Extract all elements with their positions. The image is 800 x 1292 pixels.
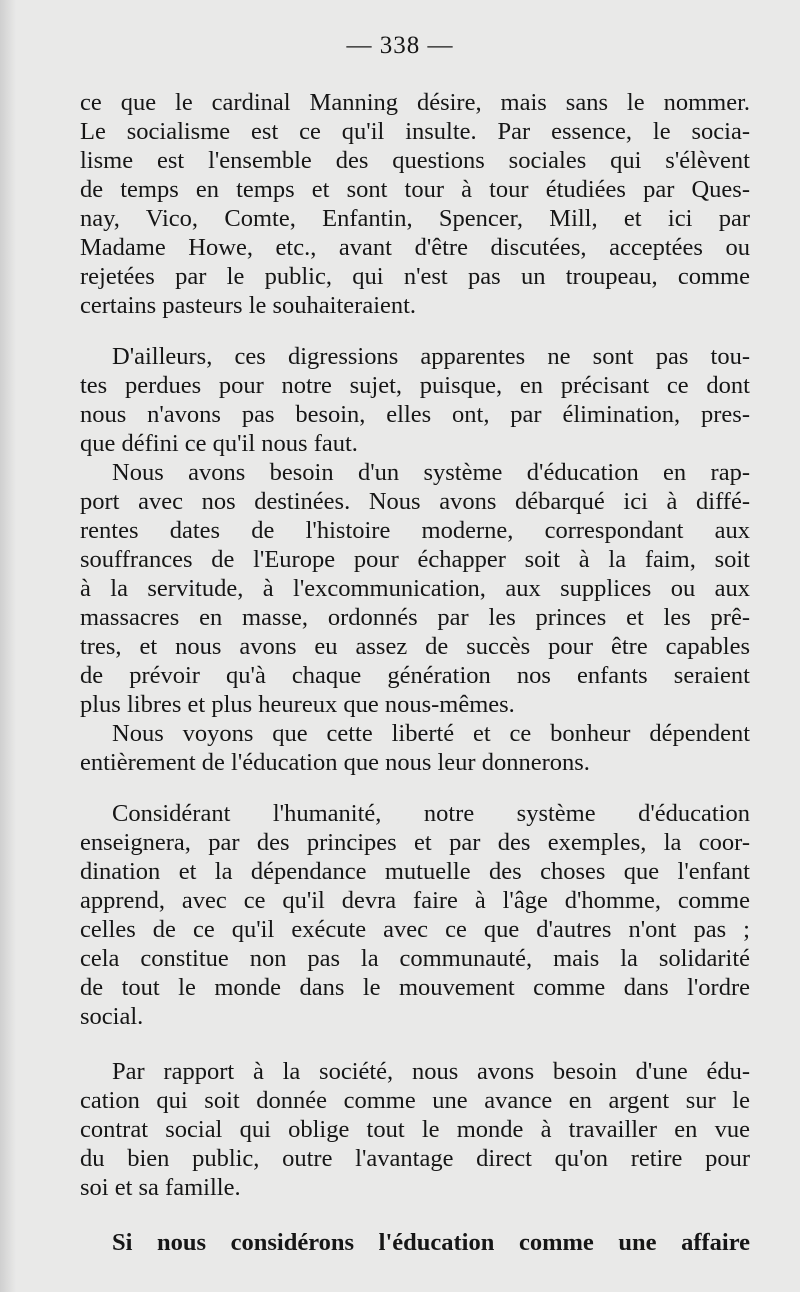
text-line: social. bbox=[80, 1003, 144, 1030]
text-line: entièrement de l'éducation que nous leur donnerons. bbox=[80, 749, 590, 776]
text-line: tres, et nous avons eu assez de succès pour être capables bbox=[80, 633, 750, 660]
text-line: D'ailleurs, ces digressions apparentes ne sont pas tou- bbox=[112, 343, 750, 370]
paragraph bbox=[80, 719, 750, 777]
paragraph bbox=[80, 342, 750, 458]
paragraph bbox=[80, 1057, 750, 1202]
text-line: rejetées par le public, qui n'est pas un troupeau, comme bbox=[80, 263, 750, 290]
page-gutter-shadow bbox=[0, 0, 16, 1292]
page-number: — 338 — bbox=[346, 32, 454, 59]
text-line: que défini ce qu'il nous faut. bbox=[80, 430, 358, 457]
text-line: celles de ce qu'il exécute avec ce que d'autres n'ont pas ; bbox=[80, 916, 750, 943]
text-line: enseignera, par des principes et par des exemples, la coor- bbox=[80, 829, 750, 856]
text-line: Le socialisme est ce qu'il insulte. Par essence, le socia- bbox=[80, 118, 750, 145]
body-text bbox=[80, 88, 750, 1257]
paragraph bbox=[80, 458, 750, 719]
text-line: Par rapport à la société, nous avons besoin d'une édu- bbox=[112, 1058, 750, 1085]
text-line: nay, Vico, Comte, Enfantin, Spencer, Mill, et ici par bbox=[80, 205, 750, 232]
text-line: Considérant l'humanité, notre système d'éducation bbox=[112, 800, 750, 827]
text-line: de temps en temps et sont tour à tour étudiées par Ques- bbox=[80, 176, 750, 203]
text-line: contrat social qui oblige tout le monde à travailler en vue bbox=[80, 1116, 750, 1143]
text-line: apprend, avec ce qu'il devra faire à l'âge d'homme, comme bbox=[80, 887, 750, 914]
text-line: Nous avons besoin d'un système d'éducation en rap- bbox=[112, 459, 750, 486]
text-line: Si nous considérons l'éducation comme une affaire bbox=[112, 1229, 750, 1256]
text-line: certains pasteurs le souhaiteraient. bbox=[80, 292, 417, 319]
text-line: de prévoir qu'à chaque génération nos enfants seraient bbox=[80, 662, 750, 689]
text-line: massacres en masse, ordonnés par les princes et les prê- bbox=[80, 604, 750, 631]
text-line: cela constitue non pas la communauté, mais la solidarité bbox=[80, 945, 750, 972]
paragraph bbox=[80, 1228, 750, 1257]
text-line: du bien public, outre l'avantage direct qu'on retire pour bbox=[80, 1145, 750, 1172]
text-line: soi et sa famille. bbox=[80, 1174, 241, 1201]
text-line: à la servitude, à l'excommunication, aux supplices ou aux bbox=[80, 575, 750, 602]
paragraph bbox=[80, 88, 750, 320]
text-line: souffrances de l'Europe pour échapper soit à la faim, soit bbox=[80, 546, 750, 573]
text-line: cation qui soit donnée comme une avance en argent sur le bbox=[80, 1087, 750, 1114]
text-line: lisme est l'ensemble des questions sociales qui s'élèvent bbox=[80, 147, 750, 174]
paragraph bbox=[80, 799, 750, 1031]
text-line: ce que le cardinal Manning désire, mais sans le nommer. bbox=[80, 89, 750, 116]
text-line: Madame Howe, etc., avant d'être discutées, acceptées ou bbox=[80, 234, 750, 261]
text-line: rentes dates de l'histoire moderne, correspondant aux bbox=[80, 517, 750, 544]
text-line: plus libres et plus heureux que nous-mêmes. bbox=[80, 691, 515, 718]
text-line: de tout le monde dans le mouvement comme dans l'ordre bbox=[80, 974, 750, 1001]
text-line: port avec nos destinées. Nous avons débarqué ici à diffé- bbox=[80, 488, 750, 515]
text-line: nous n'avons pas besoin, elles ont, par élimination, pres- bbox=[80, 401, 750, 428]
text-line: tes perdues pour notre sujet, puisque, en précisant ce dont bbox=[80, 372, 750, 399]
text-line: Nous voyons que cette liberté et ce bonheur dépendent bbox=[112, 720, 750, 747]
text-line: dination et la dépendance mutuelle des choses que l'enfant bbox=[80, 858, 750, 885]
